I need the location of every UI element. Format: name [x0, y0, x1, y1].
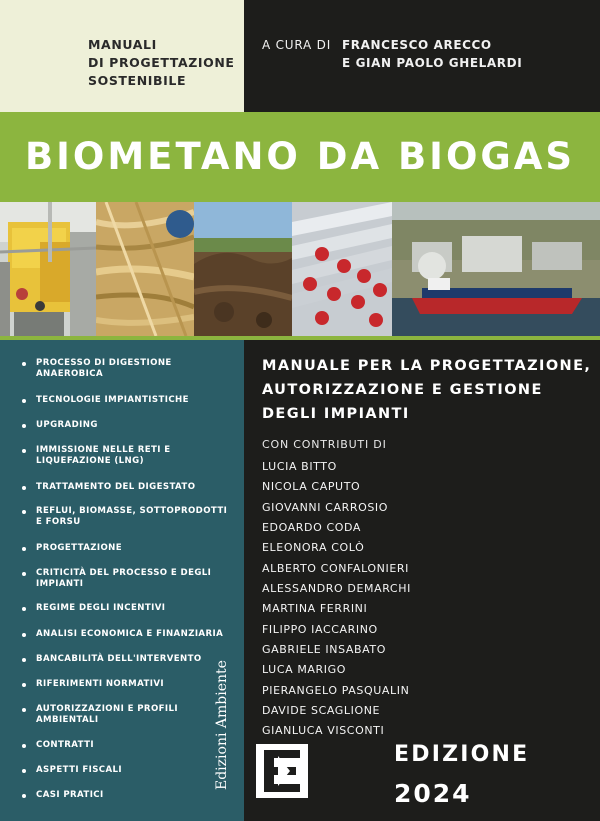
bullet-icon [22, 708, 26, 712]
lng-port-photo [392, 202, 600, 336]
bullet-icon [22, 607, 26, 611]
editor-first: FRANCESCO ARECCO [342, 38, 492, 52]
series-name [88, 36, 235, 90]
edition-label: EDIZIONE [394, 742, 530, 767]
topic-item: REFLUI, BIOMASSE, SOTTOPRODOTTI E FORSU [22, 506, 236, 528]
contributor-name: MARTINA FERRINI [262, 602, 368, 615]
topic-item: TECNOLOGIE IMPIANTISTICHE [22, 395, 236, 406]
industrial-plant-photo [0, 202, 96, 336]
bullet-icon [22, 744, 26, 748]
topic-item: ANALISI ECONOMICA E FINANZIARIA [22, 629, 236, 640]
book-title: BIOMETANO DA BIOGAS [24, 135, 576, 178]
contributor-name: FILIPPO IACCARINO [262, 623, 378, 636]
bullet-icon [22, 794, 26, 798]
topic-item: RIFERIMENTI NORMATIVI [22, 679, 236, 690]
series-line: SOSTENIBILE [88, 73, 187, 88]
contributor-name: LUCIA BITTO [262, 460, 337, 473]
book-subtitle: MANUALE PER LA PROGETTAZIONE, AUTORIZZAZIONE E GESTIONE DEGLI IMPIANTI [262, 358, 592, 422]
topic-item: UPGRADING [22, 420, 236, 431]
contributor-name: GIOVANNI CARROSIO [262, 501, 389, 514]
editors-names [342, 36, 522, 72]
contributor-name: NICOLA CAPUTO [262, 480, 361, 493]
editor-second: E GIAN PAOLO GHELARDI [342, 56, 523, 70]
bullet-icon [22, 683, 26, 687]
series-line: DI PROGETTAZIONE [88, 55, 235, 70]
bullet-icon [22, 769, 26, 773]
editors-prefix: A CURA DI [262, 38, 332, 52]
bullet-icon [22, 399, 26, 403]
topic-item: PROCESSO DI DIGESTIONE ANAEROBICA [22, 358, 236, 380]
contributor-name: ELEONORA COLÒ [262, 541, 365, 554]
bullet-icon [22, 658, 26, 662]
topic-item: CONTRATTI [22, 740, 236, 751]
topic-item: BANCABILITÀ DELL'INTERVENTO [22, 654, 236, 665]
topic-item: AUTORIZZAZIONI E PROFILI AMBIENTALI [22, 704, 236, 726]
bullet-icon [22, 633, 26, 637]
gas-tanks-photo [292, 202, 392, 336]
contributors-label: CON CONTRIBUTI DI [262, 438, 387, 451]
contributor-name: GABRIELE INSABATO [262, 643, 386, 656]
contributor-name: ALBERTO CONFALONIERI [262, 562, 409, 575]
bullet-icon [22, 362, 26, 366]
topic-item: ASPETTI FISCALI [22, 765, 236, 776]
publisher-logo-icon [256, 744, 308, 798]
contributor-name: PIERANGELO PASQUALIN [262, 684, 410, 697]
series-line: MANUALI [88, 37, 157, 52]
topic-item: CRITICITÀ DEL PROCESSO E DEGLI IMPIANTI [22, 568, 236, 590]
contributor-name: DAVIDE SCAGLIONE [262, 704, 381, 717]
bullet-icon [22, 572, 26, 576]
topic-item: TRATTAMENTO DEL DIGESTATO [22, 482, 236, 493]
topic-item: PROGETTAZIONE [22, 543, 236, 554]
edition-year: 2024 [394, 779, 472, 808]
bullet-icon [22, 510, 26, 514]
contributor-name: LUCA MARIGO [262, 663, 347, 676]
biomass-fibers-photo [96, 202, 194, 336]
publisher-name: Edizioni Ambiente [214, 660, 230, 790]
topic-item: REGIME DEGLI INCENTIVI [22, 603, 236, 614]
contributor-name: EDOARDO CODA [262, 521, 362, 534]
bullet-icon [22, 449, 26, 453]
digestate-field-photo [194, 202, 292, 336]
contributor-name: GIANLUCA VISCONTI [262, 724, 385, 737]
contributor-name: ALESSANDRO DEMARCHI [262, 582, 411, 595]
topic-item: CASI PRATICI [22, 790, 236, 801]
bullet-icon [22, 424, 26, 428]
bullet-icon [22, 486, 26, 490]
bullet-icon [22, 547, 26, 551]
topic-item: IMMISSIONE NELLE RETI E LIQUEFAZIONE (LNG) [22, 445, 236, 467]
photo-strip [0, 202, 600, 336]
